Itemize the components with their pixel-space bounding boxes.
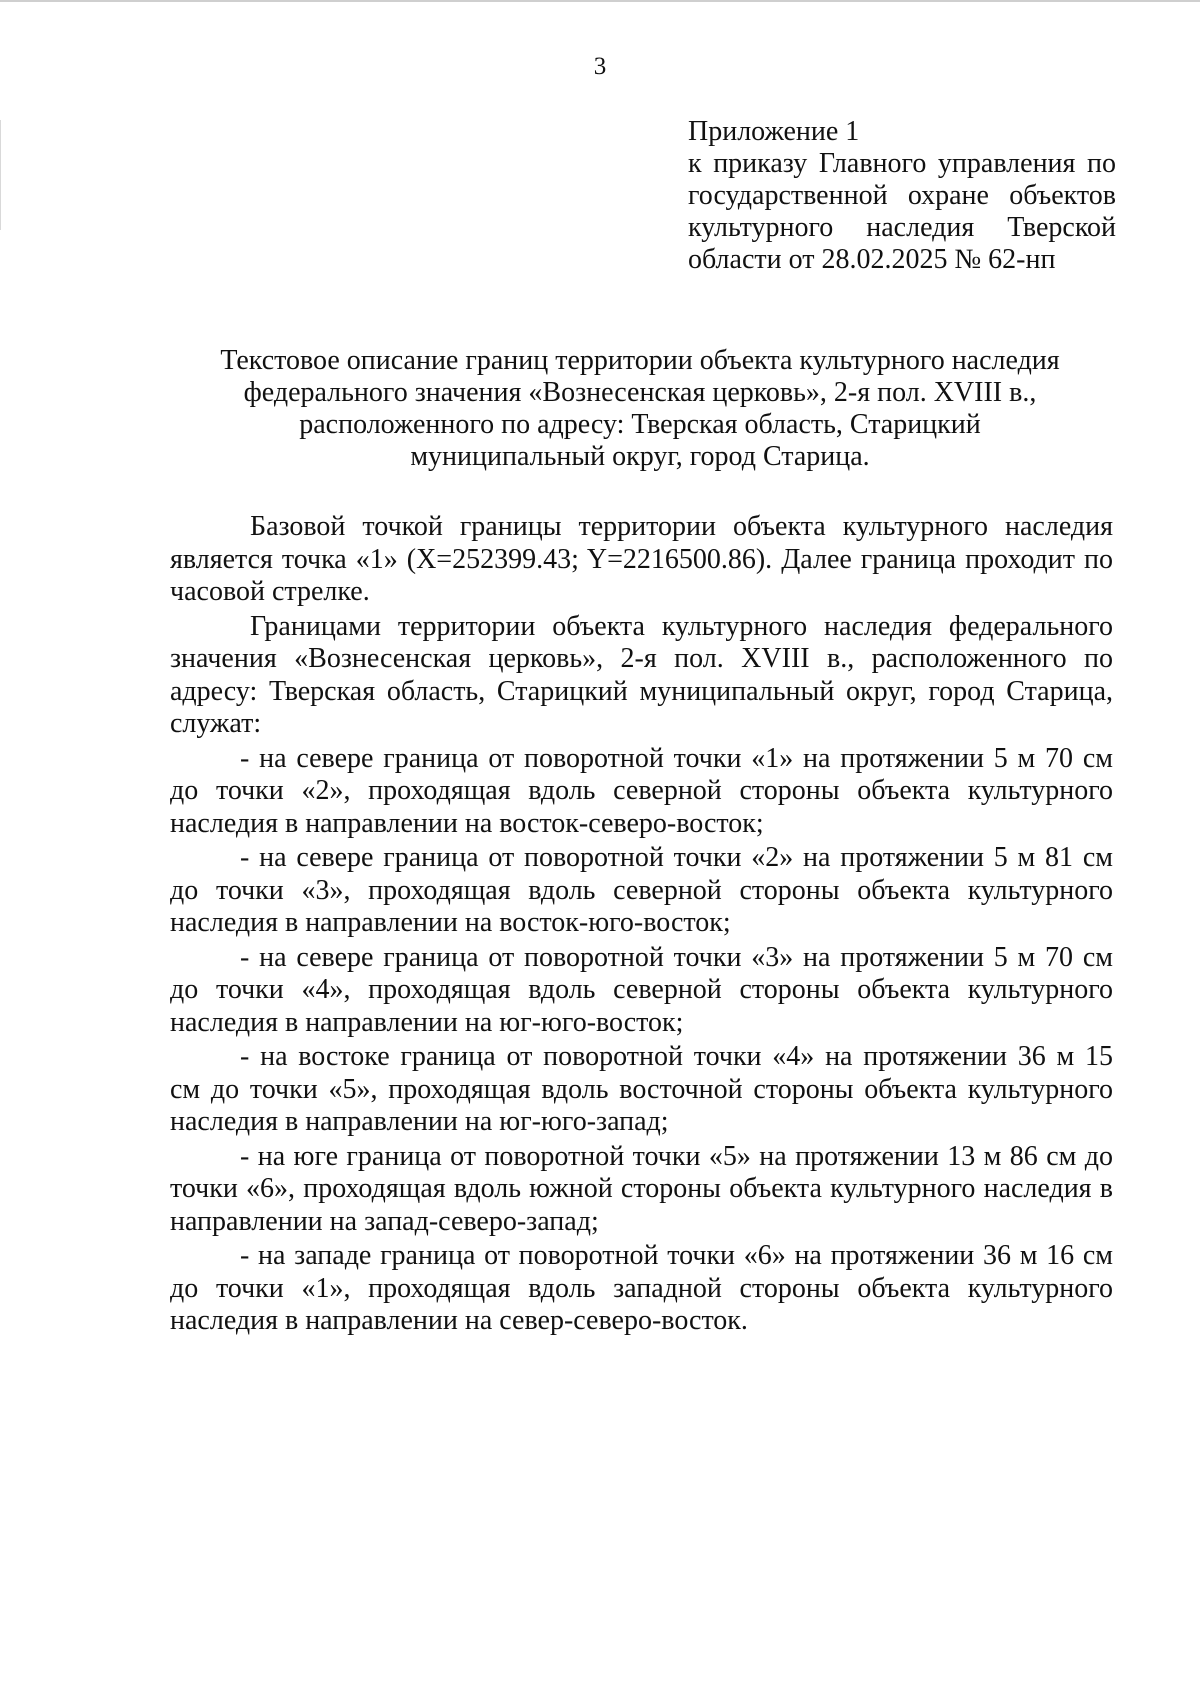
- paragraph-line: часовой стрелке.: [170, 576, 370, 607]
- title-line-2: федерального значения «Вознесенская церковь», 2-я пол. XVIII в.,: [243, 377, 1037, 408]
- paragraph-line: служат:: [170, 708, 262, 739]
- paragraph-line: - на севере граница от поворотной точки «1» на протяжении 5 м 70 см: [240, 742, 1113, 774]
- paragraph-boundaries-intro: [170, 611, 1113, 741]
- scan-edge-top: [0, 0, 1200, 2]
- appendix-line-1: Приложение 1: [688, 116, 860, 147]
- appendix-line-2: к приказу Главного управления по: [688, 148, 1116, 179]
- paragraph-line: - на севере граница от поворотной точки «2» на протяжении 5 м 81 см: [240, 842, 1113, 873]
- paragraph-line: - на западе граница от поворотной точки «6» на протяжении 36 м 16 см: [240, 1240, 1113, 1271]
- paragraph-line: Границами территории объекта культурного наследия федерального: [250, 610, 1113, 642]
- paragraph-line: наследия в направлении на юг-юго-восток;: [170, 1006, 684, 1038]
- paragraph-line: - на юге граница от поворотной точки «5» на протяжении 13 м 86 см до: [240, 1140, 1113, 1172]
- title-line-1: Текстовое описание границ территории объекта культурного наследия: [220, 345, 1060, 376]
- boundary-item-6: [170, 1240, 1113, 1338]
- scan-edge-left: [0, 120, 1, 230]
- paragraph-line: наследия в направлении на восток-юго-восток;: [170, 907, 731, 938]
- paragraph-line: наследия в направлении на восток-северо-восток;: [170, 807, 764, 839]
- paragraph-line: до точки «1», проходящая вдоль западной стороны объекта культурного: [170, 1272, 1113, 1304]
- title-line-4: муниципальный округ, город Старица.: [410, 441, 870, 472]
- paragraph-line: направлении на запад-северо-запад;: [170, 1205, 599, 1237]
- paragraph-line: значения «Вознесенская церковь», 2-я пол. XVIII в., расположенного по: [170, 643, 1113, 674]
- appendix-line-3: государственной охране объектов: [688, 180, 1116, 211]
- page-number: 3: [593, 53, 607, 80]
- boundary-item-2: [170, 842, 1113, 940]
- paragraph-line: Базовой точкой границы территории объекта культурного наследия: [250, 511, 1113, 542]
- boundary-item-4: [170, 1041, 1113, 1139]
- paragraph-line: является точка «1» (X=252399.43; Y=2216500.86). Далее граница проходит по: [170, 543, 1113, 575]
- paragraph-line: - на севере граница от поворотной точки «3» на протяжении 5 м 70 см: [240, 941, 1113, 973]
- appendix-line-5: области от 28.02.2025 № 62-нп: [688, 244, 1056, 275]
- paragraph-line: точки «6», проходящая вдоль южной стороны объекта культурного наследия в: [170, 1173, 1113, 1204]
- paragraph-line: - на востоке граница от поворотной точки «4» на протяжении 36 м 15: [240, 1041, 1113, 1072]
- paragraph-line: до точки «2», проходящая вдоль северной стороны объекта культурного: [170, 775, 1113, 806]
- paragraph-base-point: [170, 511, 1113, 609]
- appendix-header: [688, 116, 1116, 276]
- boundary-item-1: [170, 743, 1113, 841]
- paragraph-line: см до точки «5», проходящая вдоль восточной стороны объекта культурного: [170, 1073, 1113, 1105]
- paragraph-line: наследия в направлении на север-северо-восток.: [170, 1305, 748, 1336]
- boundary-item-5: [170, 1141, 1113, 1239]
- title-line-3: расположенного по адресу: Тверская область, Старицкий: [299, 409, 981, 440]
- document-body: [170, 511, 1113, 1340]
- boundary-item-3: [170, 942, 1113, 1040]
- paragraph-line: до точки «4», проходящая вдоль северной стороны объекта культурного: [170, 974, 1113, 1005]
- paragraph-line: наследия в направлении на юг-юго-запад;: [170, 1106, 669, 1137]
- paragraph-line: адресу: Тверская область, Старицкий муниципальный округ, город Старица,: [170, 675, 1113, 707]
- appendix-line-4: культурного наследия Тверской: [688, 212, 1116, 243]
- document-title: [160, 345, 1120, 473]
- paragraph-line: до точки «3», проходящая вдоль северной стороны объекта культурного: [170, 874, 1113, 906]
